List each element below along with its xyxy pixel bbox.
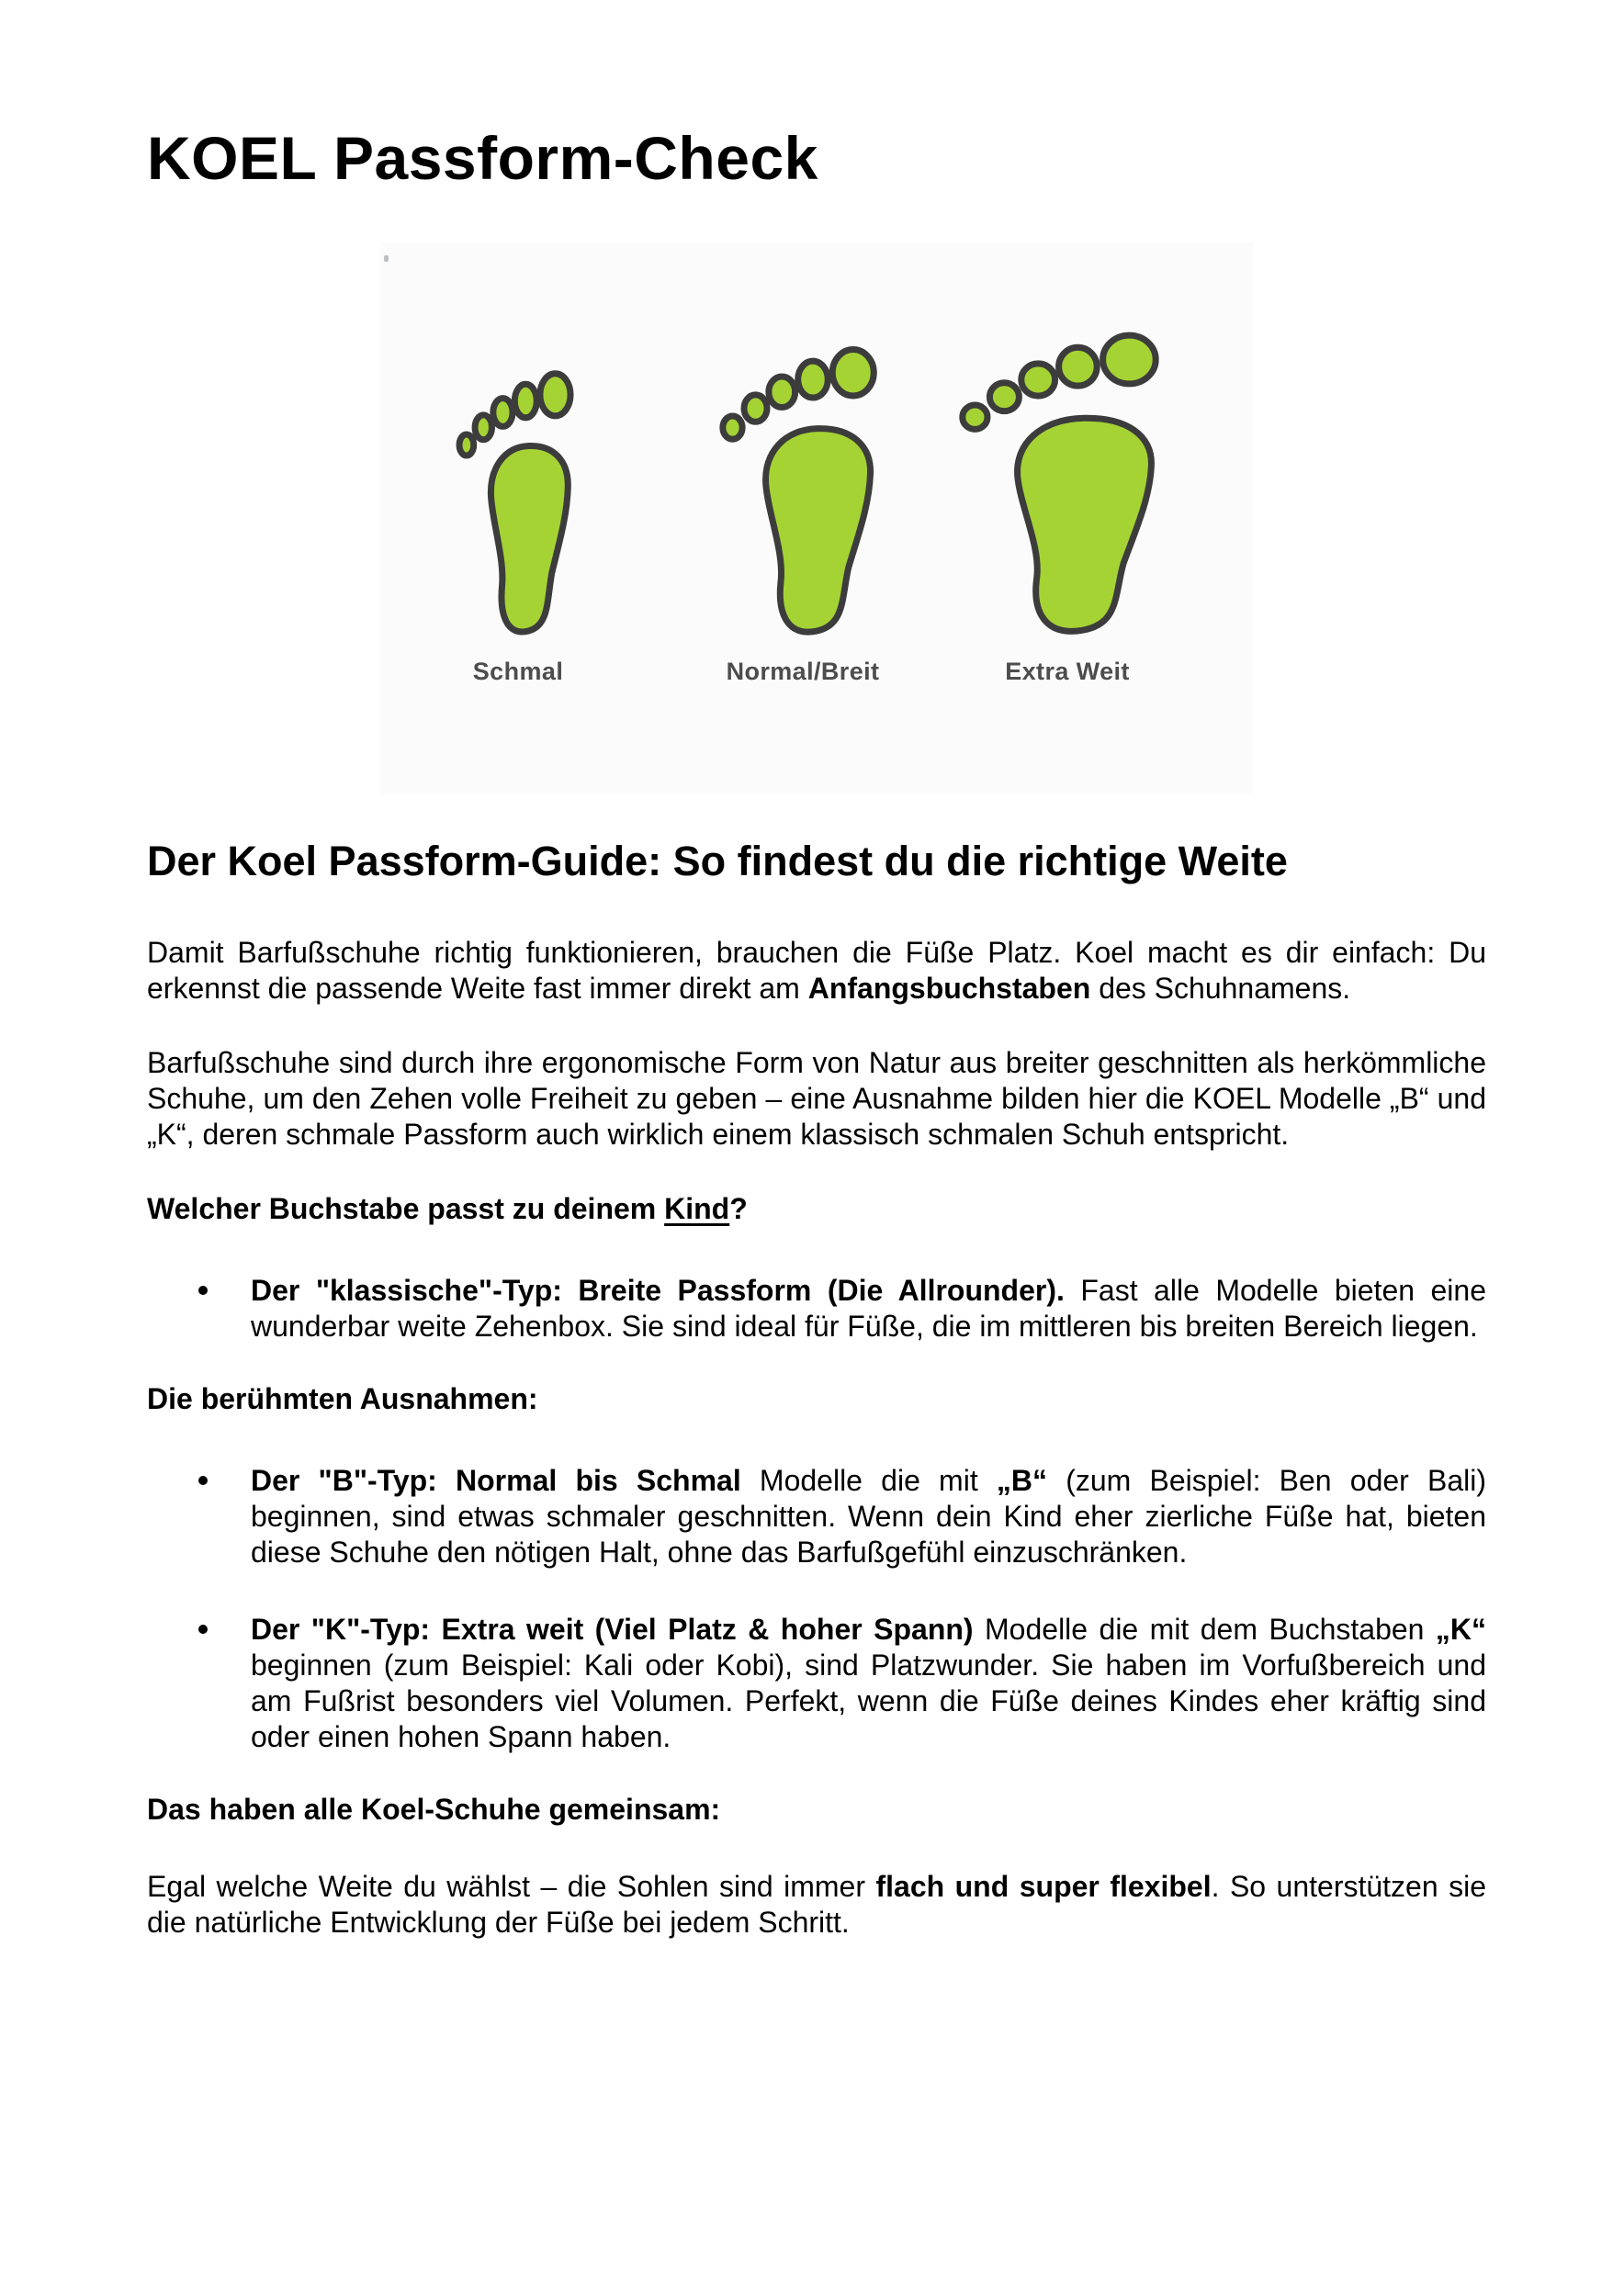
foot-illustration-schmal [459,373,570,631]
paragraph-intro-text: Damit Barfußschuhe richtig funktionieren, brauchen die Füße Platz. Koel macht es dir einfach: Du erkennst die passende Weite fast immer direkt am [147,936,1486,1006]
bold-anfangsbuchstaben: Anfangsbuchstaben [807,972,1091,1006]
foot-illustration-extra-weit [963,335,1156,631]
bullet-item-k-typ [251,1612,1486,1755]
figure-label-schmal: Schmal [472,657,564,685]
page-title: KOEL Passform-Check [147,124,818,192]
foot-illustration-normal-breit [723,349,874,632]
paragraph-intro-end: des Schuhnamens. [1090,972,1351,1006]
bullet-classic-text: Fast alle Modelle bieten eine wunderbar weite Zehenbox. Sie sind ideal für Füße, die im mittleren bis breiten Bereich liegen. [251,1274,1487,1344]
bullet-list-classic [147,1273,1486,1345]
figure-label-extra-weit: Extra Weit [1005,657,1130,685]
bullet-b-mid: Modelle die mit [740,1464,997,1498]
bullet-k-letter: „K“ [1435,1613,1487,1647]
paragraph-closing-end: . So unterstützen sie die natürliche Entwicklung der Füße bei jedem Schritt. [147,1870,1487,1940]
paragraph-closing [147,1869,1486,1941]
image-artifact-speck [384,255,389,262]
paragraph-closing-text: Egal welche Weite du wählst – die Sohlen sind immer [147,1870,876,1904]
paragraph-intro [147,935,1486,1007]
bold-flach-flexibel: flach und super flexibel [875,1870,1212,1904]
question-heading-mark: ? [729,1192,748,1226]
bullet-k-bold: Der "K"-Typ: Extra weit (Viel Platz & hoher Spann) [251,1613,974,1647]
bullet-list-exceptions [147,1463,1486,1755]
bullet-b-bold: Der "B"-Typ: Normal bis Schmal [251,1464,741,1498]
bullet-item-b-typ [251,1463,1486,1570]
bullet-k-text: beginnen (zum Beispiel: Kali oder Kobi), sind Platzwunder. Sie haben im Vorfußbereich und am Fußrist besonders viel Volumen. Perfekt, wenn die Füße deines Kindes eher kräftig sind oder einen hohen Spann haben. [251,1649,1486,1754]
bullet-classic-bold: Der "klassische"-Typ: Breite Passform (Die Allrounder). [251,1274,1065,1308]
guide-heading: Der Koel Passform-Guide: So findest du die richtige Weite [147,837,1288,884]
foot-width-figure [380,242,1253,793]
bullet-b-text: (zum Beispiel: Ben oder Bali) beginnen, sind etwas schmaler geschnitten. Wenn dein Kind eher zierliche Füße hat, bieten diese Schuhe den nötigen Halt, ohne das Barfußgefühl einzuschränken. [251,1464,1487,1570]
bullet-item-classic-typ [251,1273,1486,1345]
underlined-kind: Kind [664,1192,730,1226]
figure-label-normal-breit: Normal/Breit [726,657,880,685]
question-heading [147,1191,1486,1227]
common-heading: Das haben alle Koel-Schuhe gemeinsam: [147,1793,721,1827]
question-heading-text: Welcher Buchstabe passt zu deinem [147,1192,665,1226]
bullet-k-mid: Modelle die mit dem Buchstaben [973,1613,1436,1647]
bullet-b-letter: „B“ [996,1464,1048,1498]
exceptions-heading: Die berühmten Ausnahmen: [147,1382,538,1416]
paragraph-barfussschuhe: Barfußschuhe sind durch ihre ergonomische Form von Natur aus breiter geschnitten als herkömmliche Schuhe, um den Zehen volle Freiheit zu geben – eine Ausnahme bilden hier die KOEL Modelle „B“ und „K“, deren schmale Passform auch wirklich einem klassisch schmalen Schuh entspricht. [147,1046,1486,1152]
